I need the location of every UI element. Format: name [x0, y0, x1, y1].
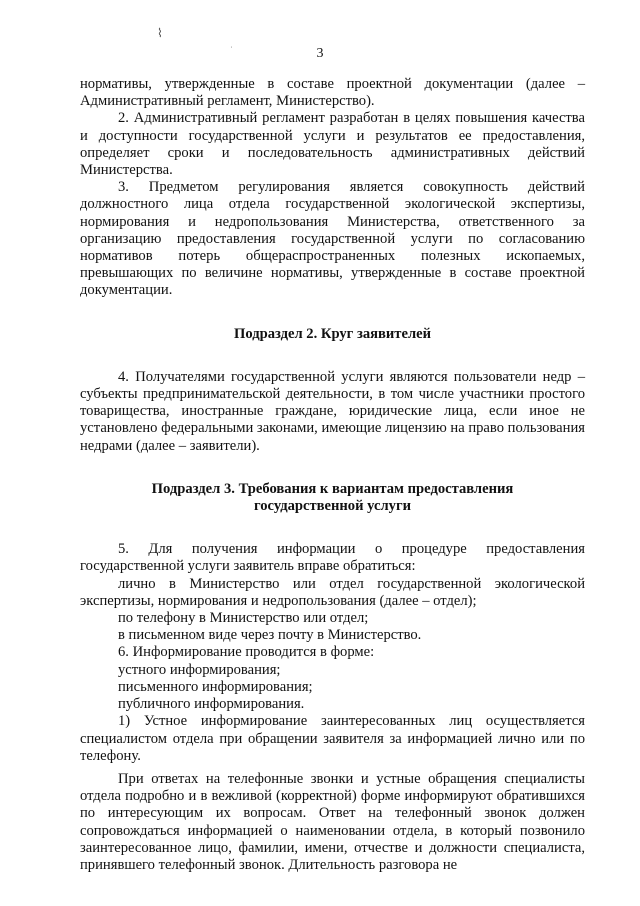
paragraph-phone-answers: При ответах на телефонные звонки и устные обращения специалисты отдела подробно и в вежливой (корректной) форме информируют обратившихся по интересующим их вопросам. Ответ на телефонный звонок должен сопровождаться информацией о наименовании отдела, в который позвонило заинтересованное лицо, фамилии, имени, отчестве и должности специалиста, принявшего телефонный звонок. Длительность разговора не [80, 770, 585, 873]
scan-artifact-mark: ⌇ [157, 26, 163, 40]
paragraph-5: 5. Для получения информации о процедуре предоставления государственной услуги заявитель вправе обратиться: [80, 541, 585, 575]
paragraph-6-item-oral: устного информирования; [118, 661, 281, 678]
paragraph-6-item-public: публичного информирования. [118, 696, 305, 713]
paragraph-3: 3. Предметом регулирования является совокупность действий должностного лица отдела государственной экологической экспертизы, нормирования и недропользования Министерства, ответственного за организацию предоставления государственной услуги по согласованию нормативов потерь общераспространенных полезных ископаемых, превышающих по величине нормативы, утвержденные в составе проектной документации. [80, 179, 585, 299]
scan-artifact-dot: ˙ [230, 45, 233, 54]
section-heading-3-line-2: государственной услуги [253, 498, 412, 515]
paragraph-5-item-phone: по телефону в Министерство или отдел; [118, 610, 369, 627]
paragraph-6: 6. Информирование проводится в форме: [118, 644, 375, 661]
paragraph-5-item-in-person: лично в Министерство или отдел государственной экологической экспертизы, нормирования и недропользования (далее – отдел); [80, 575, 585, 609]
paragraph-2: 2. Административный регламент разработан в целях повышения качества и доступности государственной услуги и результатов ее предоставления, определяет сроки и последовательность административных действий Министерства. [80, 110, 585, 179]
section-heading-3 [80, 481, 585, 515]
paragraph-4: 4. Получателями государственной услуги являются пользователи недр – субъекты предпринимательской деятельности, в том числе участники простого товарищества, иностранные граждане, юридические лица, если иное не установлено федеральными законами, имеющие лицензию на право пользования недрами (далее – заявители). [80, 368, 585, 454]
section-heading-2: Подраздел 2. Круг заявителей [233, 325, 432, 342]
paragraph-continuation: нормативы, утвержденные в составе проектной документации (далее – Административный регламент, Министерство). [80, 76, 585, 110]
page-number: 3 [316, 46, 324, 61]
paragraph-6-subitem-1: 1) Устное информирование заинтересованных лиц осуществляется специалистом отдела при обращении заявителя за информацией лично или по телефону. [80, 713, 585, 764]
document-body [80, 76, 585, 874]
paragraph-5-item-mail: в письменном виде через почту в Министерство. [118, 627, 422, 644]
section-heading-3-line-1: Подраздел 3. Требования к вариантам предоставления [151, 480, 514, 497]
paragraph-6-item-written: письменного информирования; [118, 678, 313, 695]
